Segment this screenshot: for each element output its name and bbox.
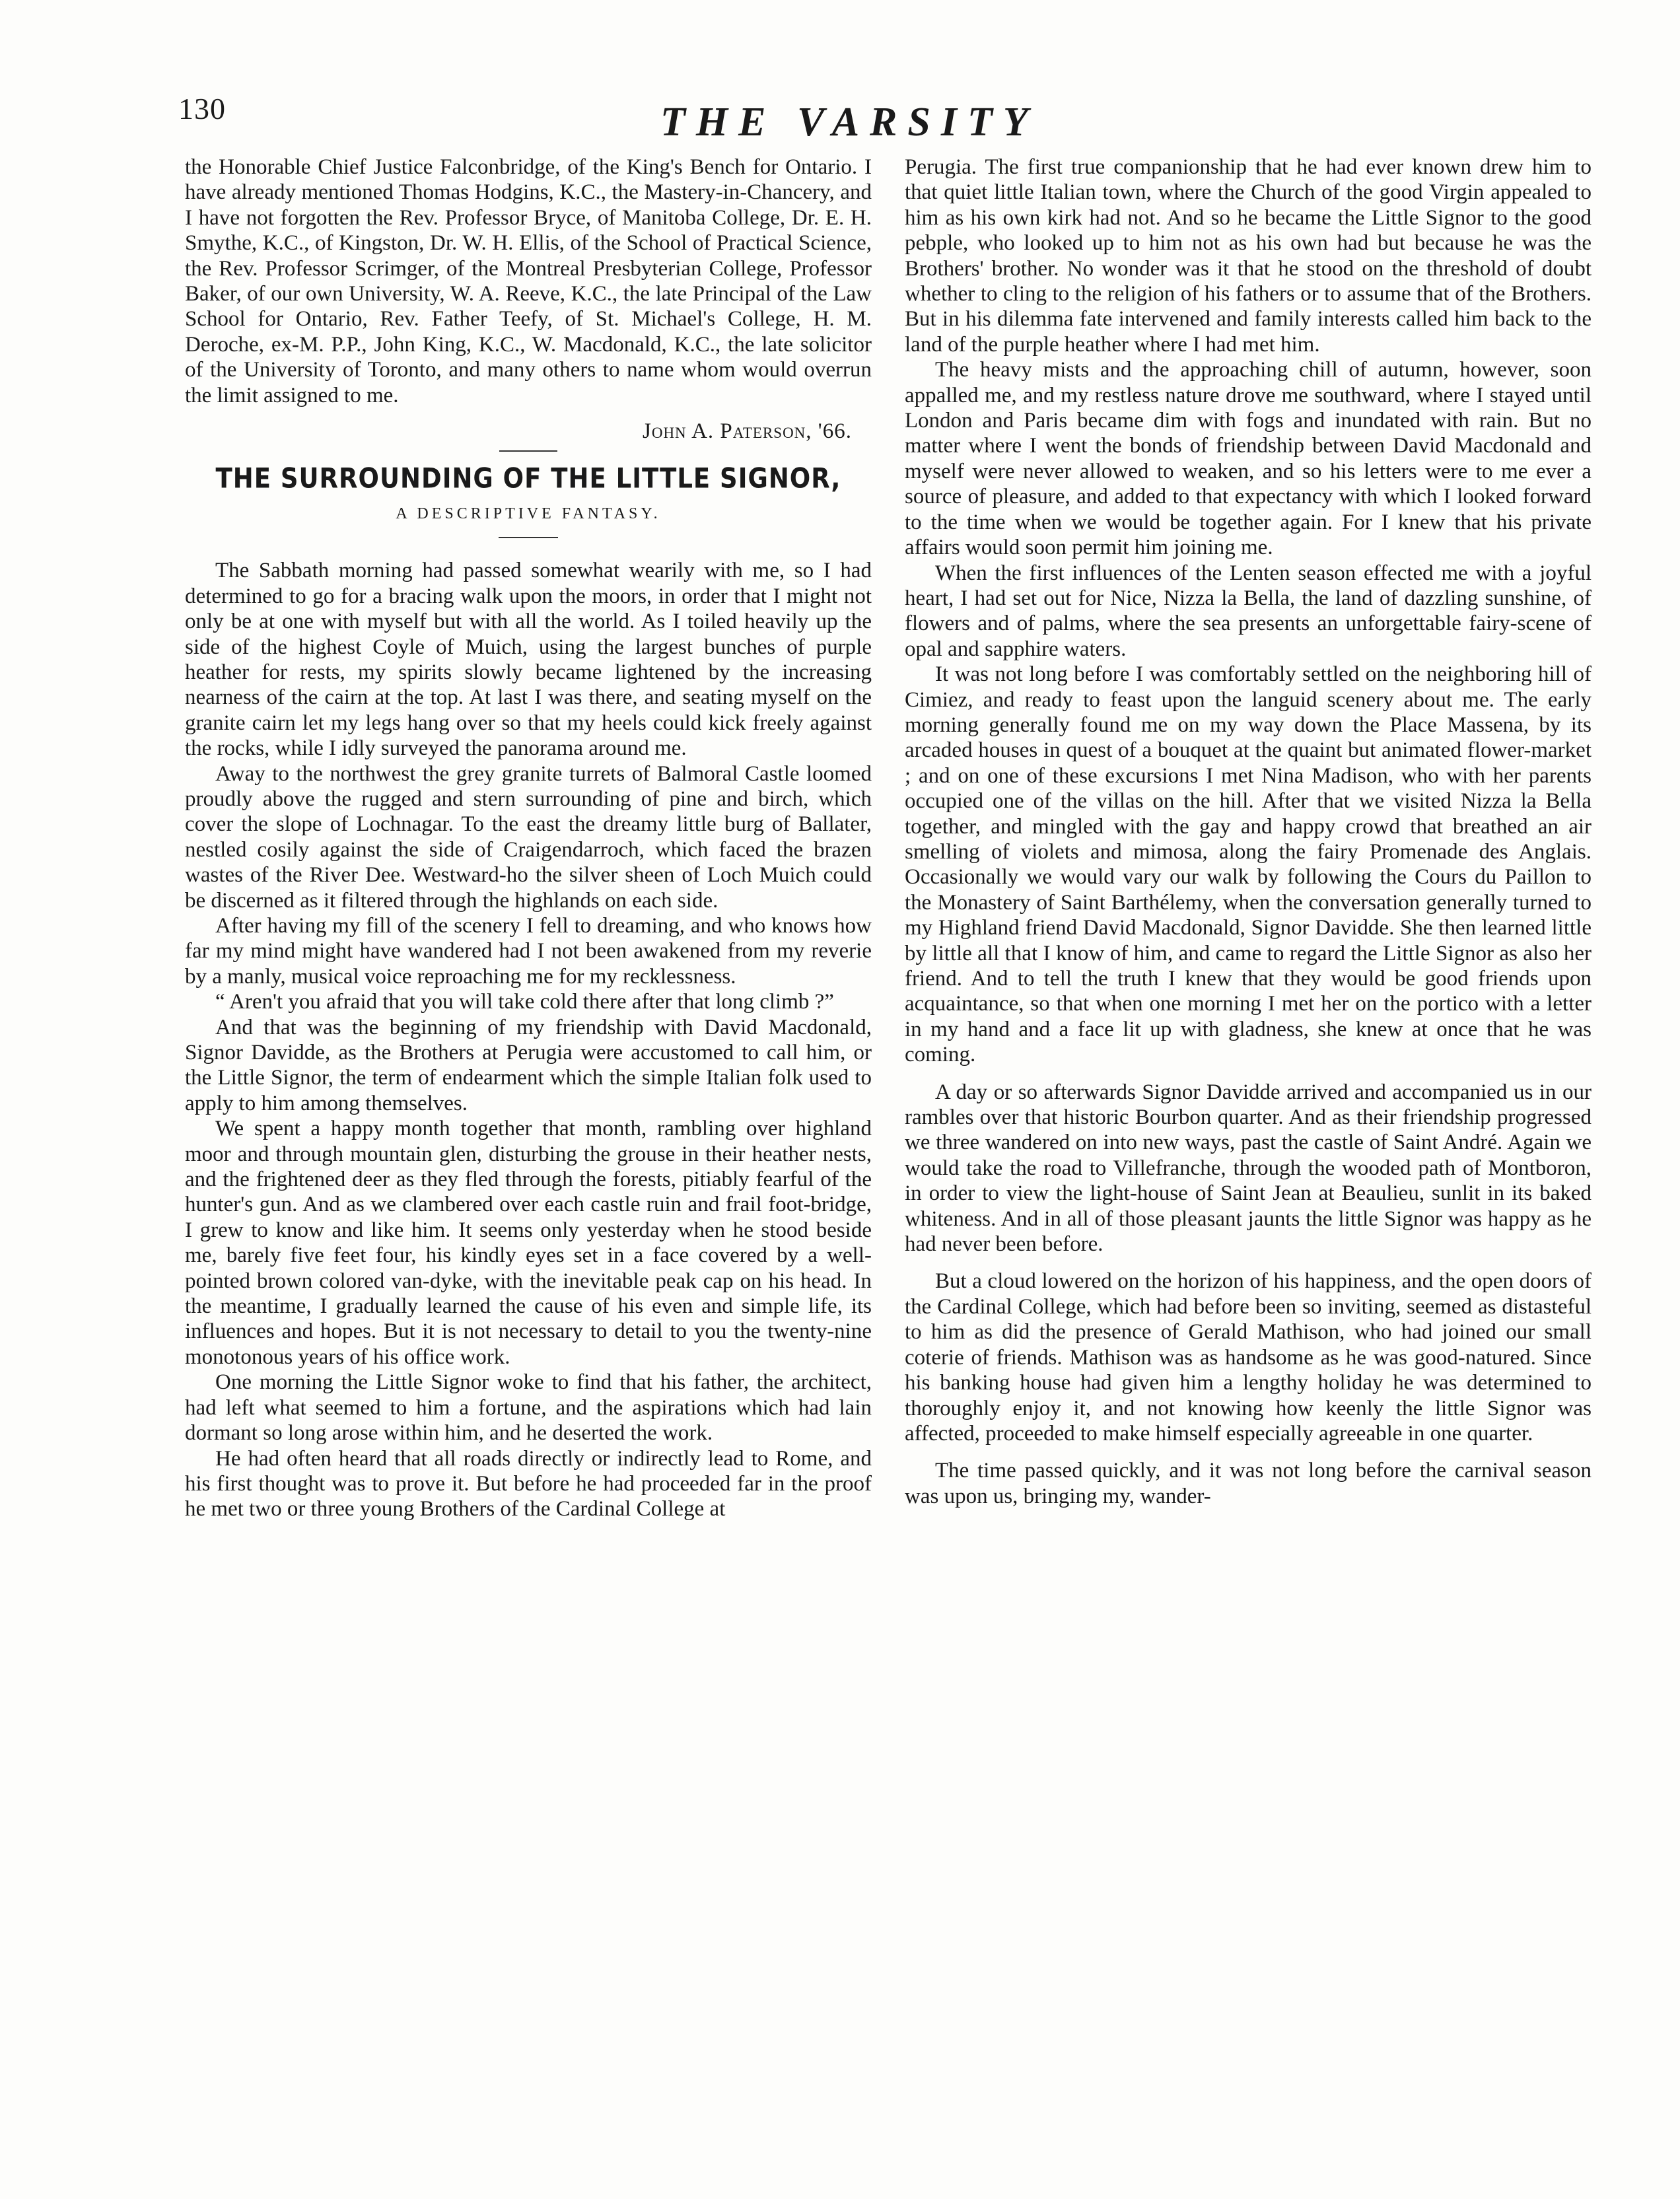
paragraph: When the first influences of the Lenten season effected me with a joyful heart, I had set out for Nice, Nizza la Bella, the land of dazzling sunshine, of flowers and of palms, where the sea presents an unforgettable fairy-scene of opal and sapphire waters. [905,561,1592,661]
paragraph: But a cloud lowered on the horizon of his happiness, and the open doors of the Cardinal College, which had before been so inviting, seemed as distasteful to him as did the presence of Gerald Mathison, who had joined our small coterie of friends. Mathison was as handsome as he was good-natured. Since his banking house had given him a lengthy holiday he was determined to thoroughly enjoy it, and not knowing how keenly the little Signor was affected, proceeded to make himself especially agreeable in one quarter. [905,1269,1592,1446]
paragraph: The time passed quickly, and it was not long before the carnival season was upon us, bringing my, wander- [905,1459,1592,1508]
paragraph: “ Aren't you afraid that you will take cold there after that long climb ?” [215,990,834,1014]
paragraph: The heavy mists and the approaching chill of autumn, however, soon appalled me, and my restless nature drove me southward, where I stayed until London and Paris became dim with fogs and inundated with rain. But no matter where I went the bonds of friendship between David Macdonald and myself were never allowed to weaken, and so his letters were to me ever a source of pleasure, and added to that expectancy with which I looked forward to the time when we would be together again. For I knew that his private affairs would soon permit him joining me. [905,358,1592,560]
masthead-title: THE VARSITY [660,100,1039,145]
paragraph: It was not long before I was comfortably settled on the neighboring hill of Cimiez, and ready to feast upon the languid scenery about me. The early morning generally found me on my way down the Place Massena, by its arcaded houses in quest of a bouquet at the quaint but animated flower-market ; and on one of these excursions I met Nina Madison, who with her parents occupied one of the villas on the hill. After that we visited Nizza la Bella together, and mingled with the gay and happy crowd that breathed an air smelling of violets and mimosa, along the fairy Promenade des Anglais. Occasionally we would vary our walk by following the Cours du Paillon to the Monastery of Saint Barthélemy, when the conversation generally turned to my Highland friend David Macdonald, Signor Davidde. She then learned little by little all that I know of him, and came to regard the Little Signor as also her friend. And to tell the truth I knew that they would be good friends upon acquaintance, so that when one morning I met her on the portico with a letter in my hand and a face lit up with gladness, she knew at once that he was coming. [905,662,1592,1067]
paragraph: One morning the Little Signor woke to find that his father, the architect, had left what seemed to him a fortune, and the aspirations which had lain dormant so long arose within him, and he deserted the work. [185,1370,872,1446]
paragraph: Away to the northwest the grey granite turrets of Balmoral Castle loomed proudly above the rugged and stern surrounding of pine and birch, which cover the slope of Lochnagar. To the east the dreamy little burg of Ballater, nestled cosily against the side of Craigendarroch, which faced the brazen wastes of the River Dee. Westward-ho the silver sheen of Loch Muich could be discerned as it filtered through the highlands on each side. [185,761,872,913]
paragraph: We spent a happy month together that month, rambling over highland moor and through mountain glen, disturbing the grouse in their heather nests, and the frightened deer as they fled through the forests, pitiably fearful of the hunter's gun. And as we clambered over each castle ruin and frail foot-bridge, I grew to know and like him. It seems only yesterday when he stood beside me, barely five feet four, his kindly eyes set in a face covered by a well-pointed brown colored van-dyke, with the inevitable peak cap on his head. In the meantime, I gradually learned the cause of his even and simple life, its influences and hopes. But it is not necessary to detail to you the twenty-nine monotonous years of his office work. [185,1117,872,1369]
subtitle-rule [499,537,558,538]
page-number: 130 [178,92,226,125]
paragraph: The Sabbath morning had passed somewhat wearily with me, so I had determined to go for a bracing walk upon the moors, in order that I might not only be at one with myself but with all the world. As I toiled heavily up the side of the highest Coyle of Muich, using the largest bunches of purple heather for rests, my spirits slowly became lightened by the increasing nearness of the cairn at the top. At last I was there, and seating myself on the granite cairn let my legs hang over so that my heels could kick freely against the rocks, while I idly surveyed the panorama around me. [185,559,872,761]
author-signature: John A. Paterson, '66. [643,419,852,444]
paragraph: And that was the beginning of my friendship with David Macdonald, Signor Davidde, as the Brothers at Perugia were accustomed to call him, or the Little Signor, the term of endearment which the simple Italian folk used to apply to him among themselves. [185,1015,872,1115]
right-column [905,155,1592,1509]
separator-rule [499,450,557,452]
paragraph: He had often heard that all roads directly or indirectly lead to Rome, and his first thought was to prove it. But before he had proceeded far in the proof he met two or three young Brothers of the Cardinal College at [185,1446,872,1521]
paragraph: After having my fill of the scenery I fell to dreaming, and who knows how far my mind might have wandered had I not been awakened from my reverie by a manly, musical voice reproaching me for my recklessness. [185,913,872,989]
paragraph: Perugia. The first true companionship that he had ever known drew him to that quiet little Italian town, where the Church of the good Virgin appealed to him as his own kirk had not. And so he became the Little Signor to the good pebple, who looked up to him not as his own had but because he was the Brothers' brother. No wonder was it that he stood on the threshold of doubt whether to cling to the religion of his fathers or to assume that of the Brothers. But in his dilemma fate intervened and family interests called him back to the land of the purple heather where I had met him. [905,155,1592,357]
article-title: THE SURROUNDING OF THE LITTLE SIGNOR, [215,462,841,495]
paragraph: A day or so afterwards Signor Davidde arrived and accompanied us in our rambles over that historic Bourbon quarter. And as their friendship progressed we three wandered on into new ways, past the castle of Saint André. Again we would take the road to Villefranche, through the wooded path of Montboron, in order to view the light-house of Saint Jean at Beaulieu, sunlit in its baked whiteness. And in all of those pleasant jaunts the little Signor was happy as he had never been before. [905,1080,1592,1257]
left-column [185,155,872,1522]
article-subtitle: A DESCRIPTIVE FANTASY. [396,505,661,522]
intro-paragraph: the Honorable Chief Justice Falconbridge, of the King's Bench for Ontario. I have already mentioned Thomas Hodgins, K.C., the Mastery-in-Chancery, and I have not forgotten the Rev. Professor Bryce, of Manitoba College, Dr. E. H. Smythe, K.C., of Kingston, Dr. W. H. Ellis, of the School of Practical Science, the Rev. Professor Scrimger, of the Montreal Presbyterian College, Professor Baker, of our own University, W. A. Reeve, K.C., the late Principal of the Law School for Ontario, Rev. Father Teefy, of St. Michael's College, H. M. Deroche, ex-M. P.P., John King, K.C., W. Macdonald, K.C., the late solicitor of the University of Toronto, and many others to name whom would overrun the limit assigned to me. [185,155,872,407]
